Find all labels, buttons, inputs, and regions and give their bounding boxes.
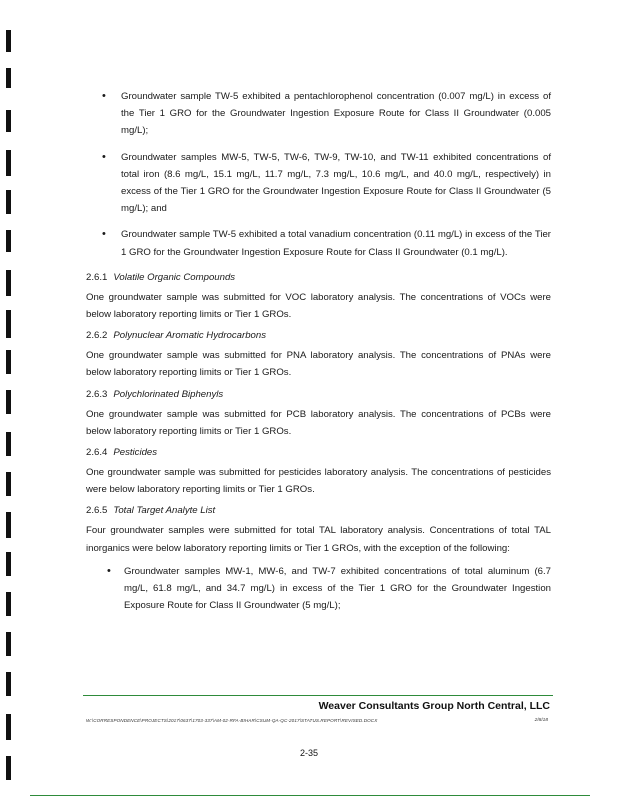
footer-date: 2/8/18 xyxy=(534,718,548,723)
exceedance-list-top xyxy=(86,88,551,261)
section-paragraph: One groundwater sample was submitted for PNA laboratory analysis. The concentrations of PNAs were below laboratory reporting limits or Tier 1 GROs. xyxy=(86,350,551,379)
section-2-6-3 xyxy=(86,387,551,440)
bullet-icon: • xyxy=(102,150,106,163)
document-body xyxy=(86,88,551,623)
section-heading: 2.6.2 Polynuclear Aromatic Hydrocarbons xyxy=(86,330,267,342)
exceedance-list-bottom xyxy=(86,563,551,615)
section-2-6-1 xyxy=(86,270,551,323)
footer-company-name: Weaver Consultants Group North Central, LLC xyxy=(318,700,550,712)
section-paragraph: Four groundwater samples were submitted for total TAL laboratory analysis. Concentrations of total TAL inorganics were below laboratory reporting limits or Tier 1 GROs, with the exception of the following: xyxy=(86,525,551,554)
section-heading: 2.6.3 Polychlorinated Biphenyls xyxy=(86,388,224,400)
bottom-divider xyxy=(30,795,590,796)
list-item: • Groundwater samples MW-1, MW-6, and TW-7 exhibited concentrations of total aluminum (6.7 mg/L, 61.8 mg/L, and 34.7 mg/L) in excess of the Tier 1 GRO for the Groundwater Ingestion Exposure Route for Class II Groundwater (5 mg/L); xyxy=(107,564,551,612)
bullet-icon: • xyxy=(107,564,111,577)
section-2-6-4 xyxy=(86,445,551,498)
footer-file-path: W:\CORRESPONDENCE\PROJECTS\2017\0637\1703-337\AM-02-RFA-BIHAR\CSUM-QA-QC-2017\STATUS.REPORT\REVISED.DOCX xyxy=(86,718,378,723)
list-item: • Groundwater samples MW-5, TW-5, TW-6, TW-9, TW-10, and TW-11 exhibited concentrations of total iron (8.6 mg/L, 15.1 mg/L, 11.7 mg/L, 7.3 mg/L, 10.6 mg/L, and 40.0 mg/L, respectively) in excess of the Tier 1 GRO for the Groundwater Ingestion Exposure Route for Class II Groundwater (5 mg/L); and xyxy=(102,150,551,215)
bullet-icon: • xyxy=(102,228,106,241)
list-item: • Groundwater sample TW-5 exhibited a pentachlorophenol concentration (0.007 mg/L) in excess of the Tier 1 GRO for the Groundwater Ingestion Exposure Route for Class II Groundwater (0.005 mg/L); xyxy=(102,90,551,137)
section-paragraph: One groundwater sample was submitted for pesticides laboratory analysis. The concentrations of pesticides were below laboratory reporting limits or Tier 1 GROs. xyxy=(86,467,551,496)
section-2-6-5 xyxy=(86,503,551,556)
footer-divider xyxy=(83,695,553,696)
page-number: 2-35 xyxy=(299,748,318,758)
section-heading: 2.6.4 Pesticides xyxy=(86,447,158,459)
section-paragraph: One groundwater sample was submitted for VOC laboratory analysis. The concentrations of VOCs were below laboratory reporting limits or Tier 1 GROs. xyxy=(86,291,551,321)
list-item: • Groundwater sample TW-5 exhibited a total vanadium concentration (0.11 mg/L) in excess of the Tier 1 GRO for the Groundwater Ingestion Exposure Route for Class II Groundwater (0.1 mg/L). xyxy=(102,228,551,258)
section-heading: 2.6.5 Total Target Analyte List xyxy=(86,505,216,517)
bullet-icon: • xyxy=(102,90,106,102)
section-heading: 2.6.1 Volatile Organic Compounds xyxy=(86,271,236,283)
section-paragraph: One groundwater sample was submitted for PCB laboratory analysis. The concentrations of PCBs were below laboratory reporting limits or Tier 1 GROs. xyxy=(86,408,551,437)
section-2-6-2 xyxy=(86,328,551,381)
